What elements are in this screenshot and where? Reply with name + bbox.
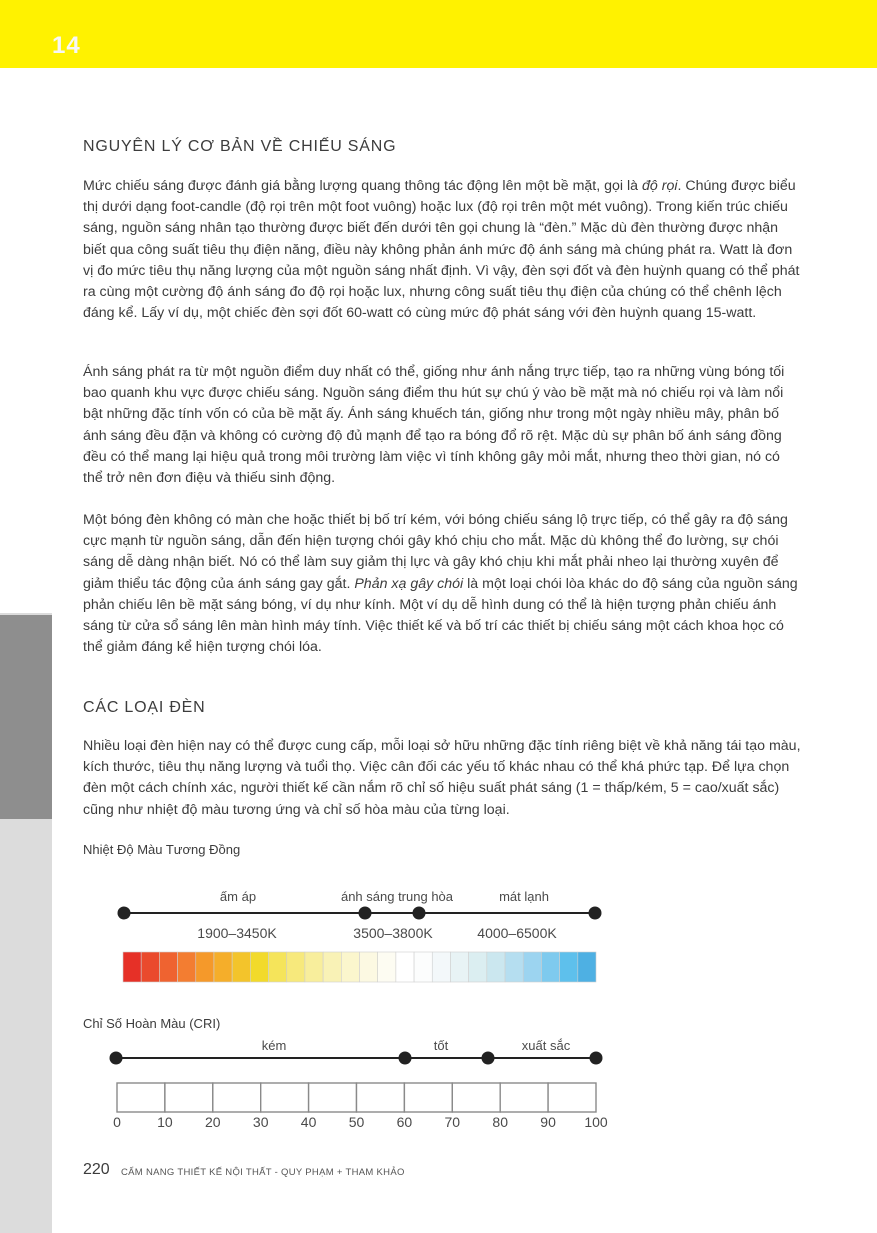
cct-swatch [360,952,378,982]
cct-label-cool: mát lạnh [499,889,549,904]
cct-marker [413,907,426,920]
cri-box [261,1083,309,1112]
cct-swatch [196,952,214,982]
chapter-number: 14 [52,32,81,59]
cct-marker [118,907,131,920]
cct-swatch [214,952,232,982]
cri-label-excellent: xuất sắc [521,1038,571,1053]
term-illuminance: độ rọi [642,178,678,194]
cct-label-warm: ấm áp [219,889,257,904]
cct-swatch [232,952,250,982]
footer-book-title: CẨM NANG THIẾT KẾ NỘI THẤT - QUY PHẠM + THAM KHẢO [121,1167,405,1178]
cri-tick-label: 70 [444,1114,461,1130]
cri-caption: Chỉ Số Hoàn Màu (CRI) [83,1016,221,1031]
cct-swatch [450,952,468,982]
cri-box [309,1083,357,1112]
cri-tick-label: 30 [252,1114,269,1130]
cct-range-warm: 1900–3450K [197,925,277,941]
cri-box [452,1083,500,1112]
cri-tick-label: 80 [492,1114,508,1130]
cct-scale [118,889,602,982]
cri-tick-label: 20 [205,1114,221,1130]
cri-box [117,1083,165,1112]
cct-marker [359,907,372,920]
section-heading-lamp-types: CÁC LOẠI ĐÈN [83,699,206,716]
cri-label-poor: kém [261,1038,287,1053]
cct-swatch [469,952,487,982]
cct-swatch [159,952,177,982]
cri-tick-label: 90 [540,1114,556,1130]
section-heading-lighting-basics: NGUYÊN LÝ CƠ BẢN VỀ CHIẾU SÁNG [83,138,397,155]
cri-box [213,1083,261,1112]
cct-swatch [541,952,559,982]
cri-scale-boxes [117,1083,596,1112]
cct-swatch [323,952,341,982]
cct-swatch [414,952,432,982]
cct-swatch [141,952,159,982]
cct-swatch [341,952,359,982]
cri-marker [482,1052,495,1065]
cri-marker [110,1052,123,1065]
paragraph-point-source: Ánh sáng phát ra từ một nguồn điểm duy nhất có thể, giống như ánh nắng trực tiếp, tạo ra những vùng bóng tối bao quanh khu vực được chiếu sáng. Nguồn sáng điểm thu hút sự chú ý vào bề mặt mà nó chiếu rọi và làm nổi bật những đặc tính vốn có của bề mặt ấy. Ánh sáng khuếch tán, giống như trong một ngày nhiều mây, phân bố ánh sáng đều đặn và không có cường độ đủ mạnh để tạo ra bóng đổ rõ rệt. Mặc dù sự phân bố ánh sáng đồng đều có thể mang lại hiệu quả trong môi trường làm việc vì tính không gây mỏi mắt, nhưng theo thời gian, nó có thể trở nên đơn điệu và thiếu sinh động. [83,364,785,487]
cct-label-neutral: ánh sáng trung hòa [340,889,454,904]
cri-tick-label: 100 [584,1114,608,1130]
cct-caption: Nhiệt Độ Màu Tương Đồng [83,842,241,857]
cct-swatch [523,952,541,982]
cri-tick-label: 50 [348,1114,365,1130]
cct-swatch [305,952,323,982]
cct-swatch [178,952,196,982]
cct-swatch [432,952,450,982]
paragraph-glare: Một bóng đèn không có màn che hoặc thiết bị bố trí kém, với bóng chiếu sáng lộ trực tiếp, có thể gây ra độ sáng cực mạnh từ nguồn sáng, dẫn đến hiện tượng chói gây khó chịu cho mắt. Mặc dù không thể đo lường, sự chói sáng dễ dàng nhận biết. Nó có thể làm suy giảm thị lực và gây khó chịu khi mắt phải nheo lại thường xuyên để giảm thiểu tác động của ánh sáng gay gắt. Phản xạ gây chói là một loại chói lòa khác do độ sáng của nguồn sáng phản chiếu lên bề mặt sáng bóng, ví dụ như kính. Một ví dụ dễ hình dung có thể là hiện tượng phản chiếu ánh sáng từ cửa sổ sáng lên màn hình máy tính. Việc thiết kế và bố trí các thiết bị chiếu sáng một cách khoa học có thể giảm đáng kể hiện tượng chói lóa. [83,512,798,656]
cct-swatch [487,952,505,982]
cct-swatch [560,952,578,982]
cct-swatch [250,952,268,982]
cct-swatch [396,952,414,982]
cri-tick-labels [113,1114,608,1130]
cri-tick-label: 10 [157,1114,173,1130]
cri-marker [399,1052,412,1065]
cri-label-good: tốt [433,1038,449,1053]
cri-box [548,1083,596,1112]
cri-box [165,1083,213,1112]
cri-tick-label: 60 [396,1114,413,1130]
cct-swatch [123,952,141,982]
cct-swatch [578,952,596,982]
cct-swatch [269,952,287,982]
cct-range-neutral: 3500–3800K [353,925,433,941]
cct-swatch [505,952,523,982]
paragraph-lamp-types: Nhiều loại đèn hiện nay có thể được cung cấp, mỗi loại sở hữu những đặc tính riêng biệt về khả năng tái tạo màu, kích thước, tiêu thụ năng lượng và tuổi thọ. Việc cân đối các yếu tố khác nhau có thể khá phức tạp. Để lựa chọn đèn một cách chính xác, người thiết kế cần nắm rõ chỉ số hiệu suất phát sáng (1 = thấp/kém, 5 = cao/xuất sắc) cũng như nhiệt độ màu tương ứng và chỉ số hòa màu của từng loại. [83,738,801,818]
cct-color-swatches [123,952,596,982]
cri-tick-label: 40 [300,1114,317,1130]
cct-swatch [378,952,396,982]
cct-marker [589,907,602,920]
page-number: 220 [83,1161,110,1178]
cri-scale [110,1038,608,1130]
cri-marker [590,1052,603,1065]
paragraph-illuminance: Mức chiếu sáng được đánh giá bằng lượng quang thông tác động lên một bề mặt, gọi là độ rọi. Chúng được biểu thị dưới dạng foot-candle (độ rọi trên một foot vuông) hoặc lux (độ rọi trên một mét vuông). Trong kiến trúc chiếu sáng, nguồn sáng nhân tạo thường được biết đến dưới tên gọi chung là “đèn.” Mặc dù đèn thường được nhận biết qua công suất tiêu thụ điện năng, điều này không phản ánh mức độ ánh sáng mà chúng phát ra. Watt là đơn vị đo mức tiêu thụ năng lượng của một nguồn sáng nhất định. Vì vậy, đèn sợi đốt và đèn huỳnh quang có thể phát ra cùng một cường độ ánh sáng đo độ rọi hoặc lux, nhưng công suất tiêu thụ điện của chúng có thể chênh lệch đáng kể. Lấy ví dụ, một chiếc đèn sợi đốt 60-watt có cùng mức độ phát sáng với đèn huỳnh quang 15-watt. [83,178,800,322]
term-reflected-glare: Phản xạ gây chói [354,575,464,592]
cri-box [357,1083,405,1112]
cri-tick-label: 0 [113,1114,121,1130]
cri-box [404,1083,452,1112]
cct-swatch [287,952,305,982]
cri-box [500,1083,548,1112]
cct-range-cool: 4000–6500K [477,925,557,941]
